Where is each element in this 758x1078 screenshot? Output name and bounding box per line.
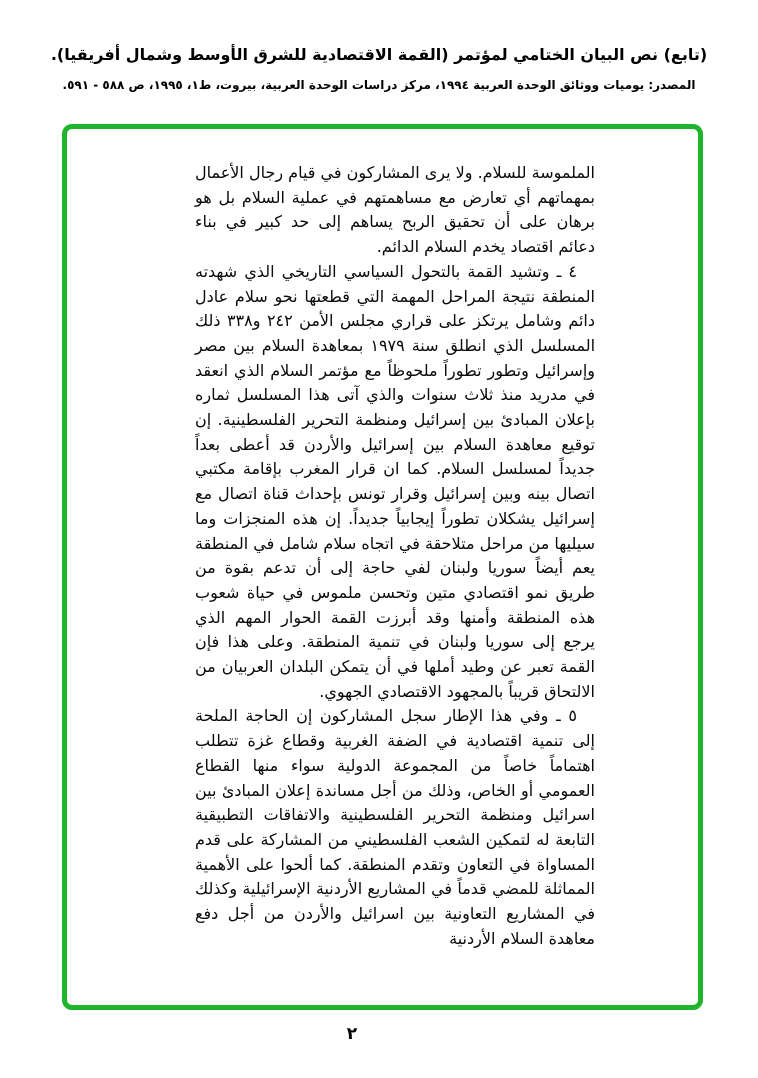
page-header [0, 44, 758, 93]
paragraph-continuation: الملموسة للسلام. ولا يرى المشاركون في قيام رجال الأعمال بمهماتهم أي تعارض مع مساهمتهم في عملية السلام بل هو برهان على أن تحقيق الربح يساهم إلى حد كبير في بناء دعائم اقتصاد يخدم السلام الدائم. [195, 163, 595, 257]
source-citation: المصدر: يوميات ووثائق الوحدة العربية ١٩٩٤، مركز دراسات الوحدة العربية، بيروت، ط١، ١٩٩٥، ص ٥٨٨ - ٥٩١. [62, 78, 696, 92]
page-number: ٢ [346, 1024, 358, 1044]
paragraph-item-4: ٤ ـ وتشيد القمة بالتحول السياسي التاريخي الذي شهدته المنطقة نتيجة المراحل المهمة التي قطعتها نحو سلام عادل دائم وشامل يرتكز على قراري مجلس الأمن ٢٤٢ و٣٣٨ ذلك المسلسل الذي انطلق سنة ١٩٧٩ بمعاهدة السلام بين مصر وإسرائيل وتطور تطوراً ملحوظاً مع مؤتمر السلام الذي انعقد في مدريد منذ ثلاث سنوات والذي آتى هذا المسلسل ثماره بإعلان المبادئ بين إسرائيل ومنظمة التحرير الفلسطينية. إن توقيع معاهدة السلام بين إسرائيل والأردن قد أعطى بعداً جديداً لمسلسل السلام. كما ان قرار المغرب بإقامة مكتبي اتصال بينه وبين إسرائيل وقرار تونس بإحداث قناة اتصال مع إسرائيل يشكلان تطوراً إيجابياً جديداً. إن هذه المنجزات وما سيليها من مراحل متلاحقة في اتجاه سلام شامل في المنطقة يعم أيضاً سوريا ولبنان لفي حاجة إلى أن تدعم بقوة من طريق نمو اقتصادي متين وتحسن ملموس في حياة شعوب هذه المنطقة وأمنها وقد أبرزت القمة الحوار المهم الذي يرجع إلى سوريا ولبنان في تنمية المنطقة. وعلى هذا فإن القمة تعبر عن وطيد أملها في أن يتمكن البلدان العربيان من الالتحاق قريباً بالمجهود الاقتصادي الجهوي. [195, 261, 596, 701]
document-title: (تابع) نص البيان الختامي لمؤتمر (القمة الاقتصادية للشرق الأوسط وشمال أفريقيا). [50, 45, 708, 64]
green-content-frame [62, 124, 703, 1010]
document-body [195, 161, 595, 952]
paragraph-item-5: ٥ ـ وفي هذا الإطار سجل المشاركون إن الحاجة الملحة إلى تنمية اقتصادية في الضفة الغربية وقطاع غزة تتطلب اهتماماً خاصاً من المجموعة الدولية سواء منها القطاع العمومي أو الخاص، وذلك من أجل مساندة إعلان المبادئ بين اسرائيل ومنظمة التحرير الفلسطينية والاتفاقات التطبيقية التابعة له لتمكين الشعب الفلسطيني من المشاركة على قدم المساواة في التعاون وتقدم المنطقة. كما ألحوا على الأهمية المماثلة للمضي قدماً في المشاريع الأردنية الإسرائيلية وكذلك في المشاريع التعاونية بين اسرائيل والأردن من أجل دفع معاهدة السلام الأردنية [195, 706, 595, 948]
